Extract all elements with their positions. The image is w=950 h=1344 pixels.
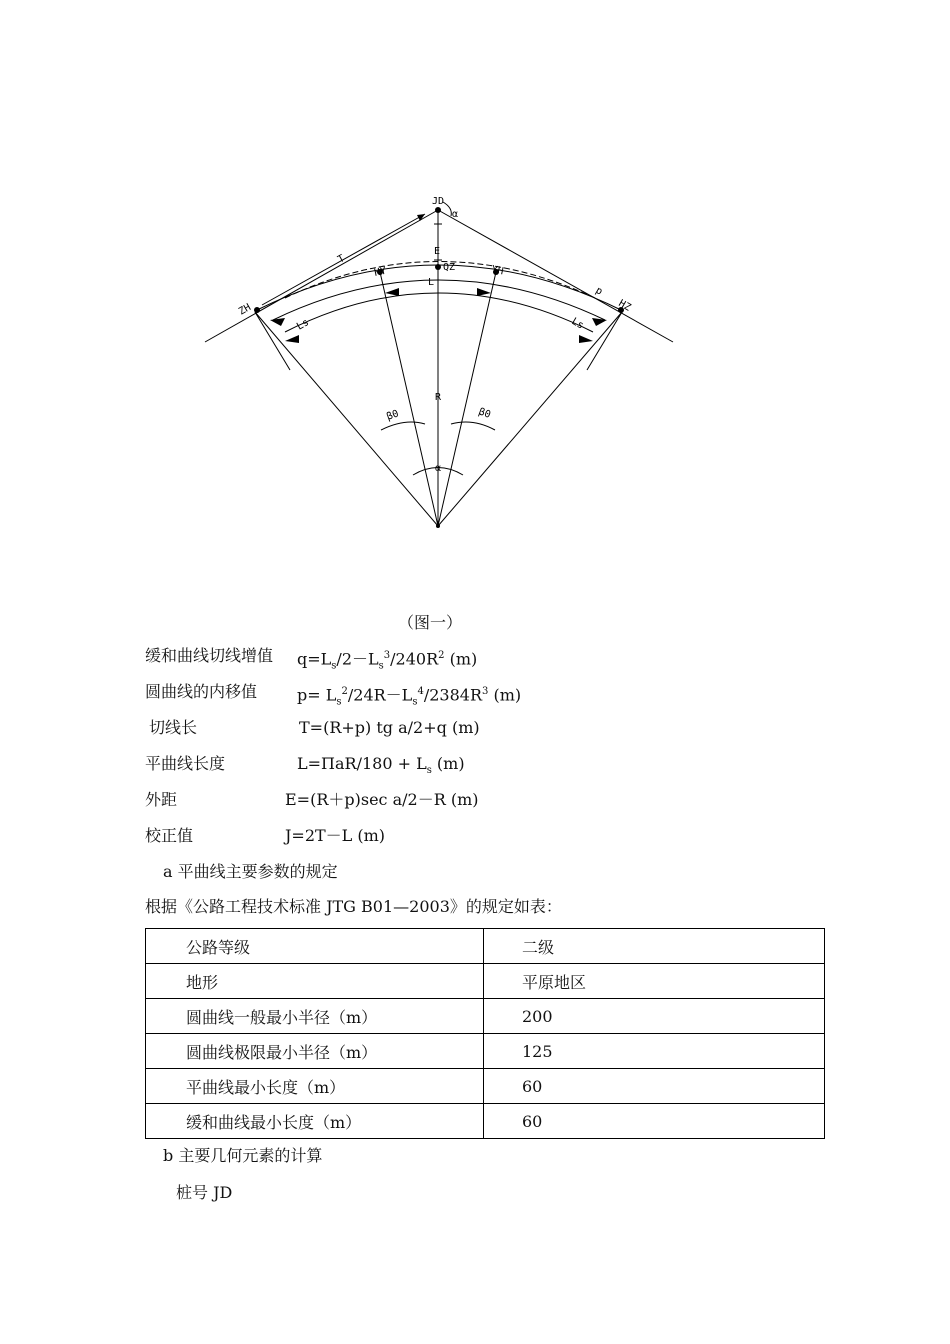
table-row — [146, 929, 825, 964]
label-deflection-alpha: α — [452, 209, 459, 220]
formula-label: 缓和曲线切线增值 — [145, 646, 274, 665]
table-cell: 二级 — [484, 929, 825, 964]
formula-t — [149, 718, 480, 738]
label-hy: HY — [373, 265, 388, 279]
table-cell: 60 — [484, 1069, 825, 1104]
table-cell: 地形 — [146, 964, 484, 999]
table-row — [146, 999, 825, 1034]
formula-label: 校正值 — [145, 826, 194, 845]
table-cell: 200 — [484, 999, 825, 1034]
table-cell: 圆曲线极限最小半径（m） — [146, 1034, 484, 1069]
formula-expr: $p= L_s^2/24R-L_s^4/2384R^3$ (m) — [297, 685, 522, 708]
label-l: L — [428, 277, 435, 288]
table-cell: 公路等级 — [146, 929, 484, 964]
radius-line-hy — [380, 272, 438, 526]
table-cell: 缓和曲线最小长度（m） — [146, 1104, 484, 1139]
formula-label: 切线长 — [149, 718, 198, 737]
zh-point — [254, 307, 260, 313]
formula-expr: $q=L_s/2-L_s^3/240R^2$ (m) — [297, 649, 478, 672]
label-zh: ZH — [237, 302, 253, 318]
standards-table — [145, 928, 825, 1139]
formula-p — [145, 682, 522, 708]
formula-label: 外距 — [145, 790, 178, 809]
label-ls-left: Ls — [295, 317, 311, 333]
formula-j — [145, 826, 386, 846]
label-yh: YH — [490, 264, 505, 278]
qz-point — [435, 264, 441, 270]
dimension-arc-outer — [273, 280, 605, 320]
formula-q — [145, 646, 478, 672]
radius-line-zh — [255, 312, 438, 526]
radius-line-yh — [438, 272, 496, 526]
section-a-heading: a 平曲线主要参数的规定 — [163, 862, 338, 881]
table-cell: 平曲线最小长度（m） — [146, 1069, 484, 1104]
formula-label: 圆曲线的内移值 — [145, 682, 258, 701]
formula-expr: $L=\Pi aR/180 + L_s$ (m) — [297, 754, 465, 777]
curve-diagram — [195, 190, 685, 535]
formula-label: 平曲线长度 — [145, 754, 226, 773]
station-label: 桩号 JD — [176, 1183, 233, 1202]
table-row — [146, 1104, 825, 1139]
label-r: R — [435, 392, 442, 403]
label-center-alpha: α — [435, 463, 442, 474]
formula-expr: T=(R+p) tg a/2+q (m) — [299, 718, 480, 737]
label-beta-right: β0 — [476, 406, 493, 421]
figure-caption: （图一） — [397, 613, 462, 632]
label-beta-left: β0 — [385, 408, 401, 423]
arrowhead — [385, 288, 399, 296]
formula-e — [145, 790, 479, 810]
label-t: T — [336, 253, 347, 266]
table-row — [146, 1069, 825, 1104]
label-hz: HZ — [616, 298, 633, 314]
table-row — [146, 1034, 825, 1069]
arrowhead — [270, 318, 285, 326]
label-ls-right: Ls — [569, 316, 586, 332]
center-point — [436, 524, 440, 528]
radius-line-hz — [438, 312, 622, 526]
tangent-line-left — [205, 210, 441, 342]
table-row — [146, 964, 825, 999]
section-b-heading: b 主要几何元素的计算 — [163, 1146, 323, 1165]
jd-point — [435, 207, 441, 213]
beta-angle-arc-left — [381, 422, 425, 430]
label-jd: JD — [432, 196, 445, 207]
arrowhead — [477, 288, 491, 296]
formula-expr: J=2T－L (m) — [285, 826, 386, 845]
tangent-line-right — [438, 210, 673, 342]
label-qz: QZ — [443, 262, 456, 273]
table-cell: 平原地区 — [484, 964, 825, 999]
table-cell: 60 — [484, 1104, 825, 1139]
formula-l — [145, 754, 465, 777]
table-intro: 根据《公路工程技术标准 JTG B01—2003》的规定如表： — [145, 897, 562, 916]
arrowhead — [285, 335, 299, 343]
table-cell: 圆曲线一般最小半径（m） — [146, 999, 484, 1034]
label-e: E — [434, 246, 441, 257]
dimension-arc-inner — [285, 293, 593, 332]
formula-expr: E=(R＋p)sec a/2－R (m) — [285, 790, 479, 809]
table-cell: 125 — [484, 1034, 825, 1069]
label-p: p — [593, 285, 605, 298]
arrowhead — [592, 318, 607, 326]
beta-angle-arc-right — [451, 422, 495, 430]
arrowhead — [579, 335, 593, 343]
